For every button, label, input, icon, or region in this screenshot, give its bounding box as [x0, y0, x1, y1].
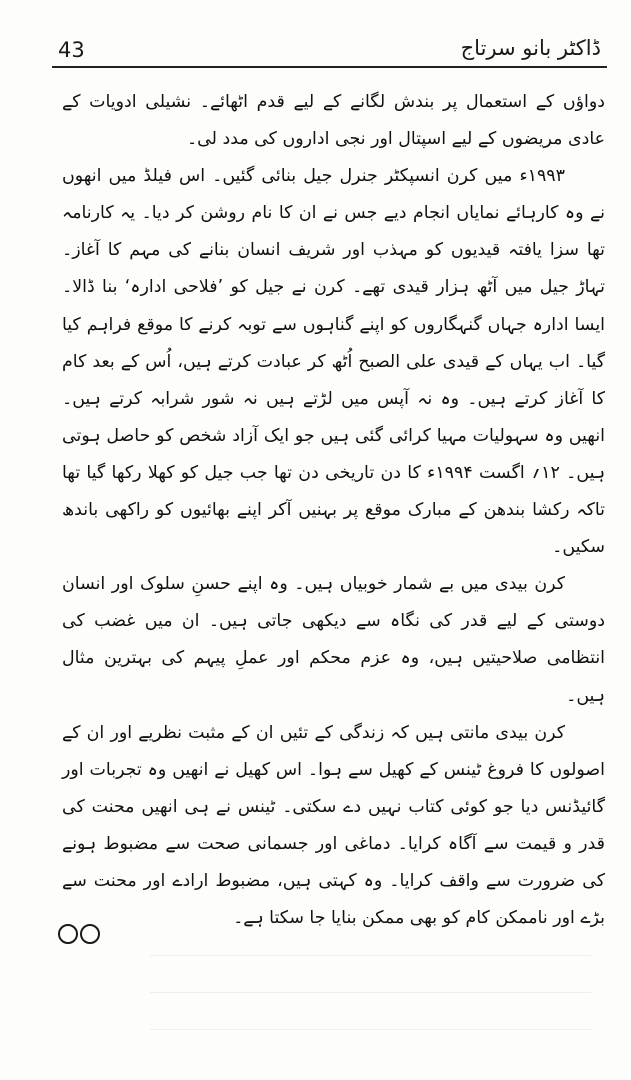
end-of-section-mark	[58, 924, 100, 944]
page-number: 43	[58, 38, 85, 62]
bleed-through-shadow	[150, 955, 591, 1065]
paragraph-4: کرن بیدی مانتی ہیں کہ زندگی کے تئیں ان کے مثبت نظریے اور ان کے اصولوں کا فروغ ٹینس کے کھیل سے ہوا۔ اس کھیل نے انھیں وہ تجربات اور گائیڈنس دیا جو کوئی کتاب نہیں دے سکتی۔ ٹینس نے ہی انھیں محنت کی قدر و قیمت سے آگاہ کرایا۔ دماغی اور جسمانی صحت سے مضبوط ہونے کی ضرورت سے واقف کرایا۔ وہ کہتی ہیں، مضبوط ارادے اور محنت سے بڑے اور ناممکن کام کو بھی ممکن بنایا جا سکتا ہے۔	[62, 722, 605, 929]
paragraph-1: دواؤں کے استعمال پر بندش لگانے کے لیے قدم اٹھائے۔ نشیلی ادویات کے عادی مریضوں کے لیے اسپتال اور نجی اداروں کی مدد لی۔	[62, 92, 605, 150]
paragraph-2: ۱۹۹۳ء میں کرن انسپکٹر جنرل جیل بنائی گئیں۔ اس فیلڈ میں انھوں نے وہ کارہائے نمایاں انجام دیے جس نے ان کا نام روشن کر دیا۔ یہ کارنامہ تھا سزا یافتہ قیدیوں کو مہذب اور شریف انسان بنانے کی مہم کا آغاز۔ تہاڑ جیل میں آٹھ ہزار قیدی تھے۔ کرن نے جیل کو ’فلاحی ادارہ‘ بنا ڈالا۔ ایسا ادارہ جہاں گنہگاروں کو اپنے گناہوں سے توبہ کرنے کا موقع فراہم کیا گیا۔ اب یہاں کے قیدی علی الصبح اُٹھ کر عبادت کرتے ہیں، اُس کے بعد کام کا آغاز کرتے ہیں۔ وہ نہ آپس میں لڑتے ہیں نہ شور شرابہ کرتے ہیں۔ انھیں وہ سہولیات مہیا کرائی گئی ہیں جو ایک آزاد شخص کو حاصل ہوتی ہیں۔ ۱۲؍ اگست ۱۹۹۴ء کا دن تاریخی دن تھا جب جیل کو کھلا رکھا گیا تھا تاکہ رکشا بندھن کے مبارک موقع پر بہنیں آکر اپنے بھائیوں کو راکھی باندھ سکیں۔	[62, 166, 606, 558]
circle-ornament-icon	[80, 924, 100, 944]
running-title: ڈاکٹر بانو سرتاج	[460, 36, 601, 60]
paragraph-3: کرن بیدی میں بے شمار خوبیاں ہیں۔ وہ اپنے حسنِ سلوک اور انسان دوستی کے لیے قدر کی نگاہ سے دیکھی جاتی ہیں۔ ان میں غضب کی انتظامی صلاحیتیں ہیں، وہ عزم محکم اور عملِ پیہم کی بہترین مثال ہیں۔	[62, 574, 605, 706]
circle-ornament-icon	[58, 924, 78, 944]
body-text	[62, 84, 605, 937]
header-rule	[52, 66, 607, 68]
